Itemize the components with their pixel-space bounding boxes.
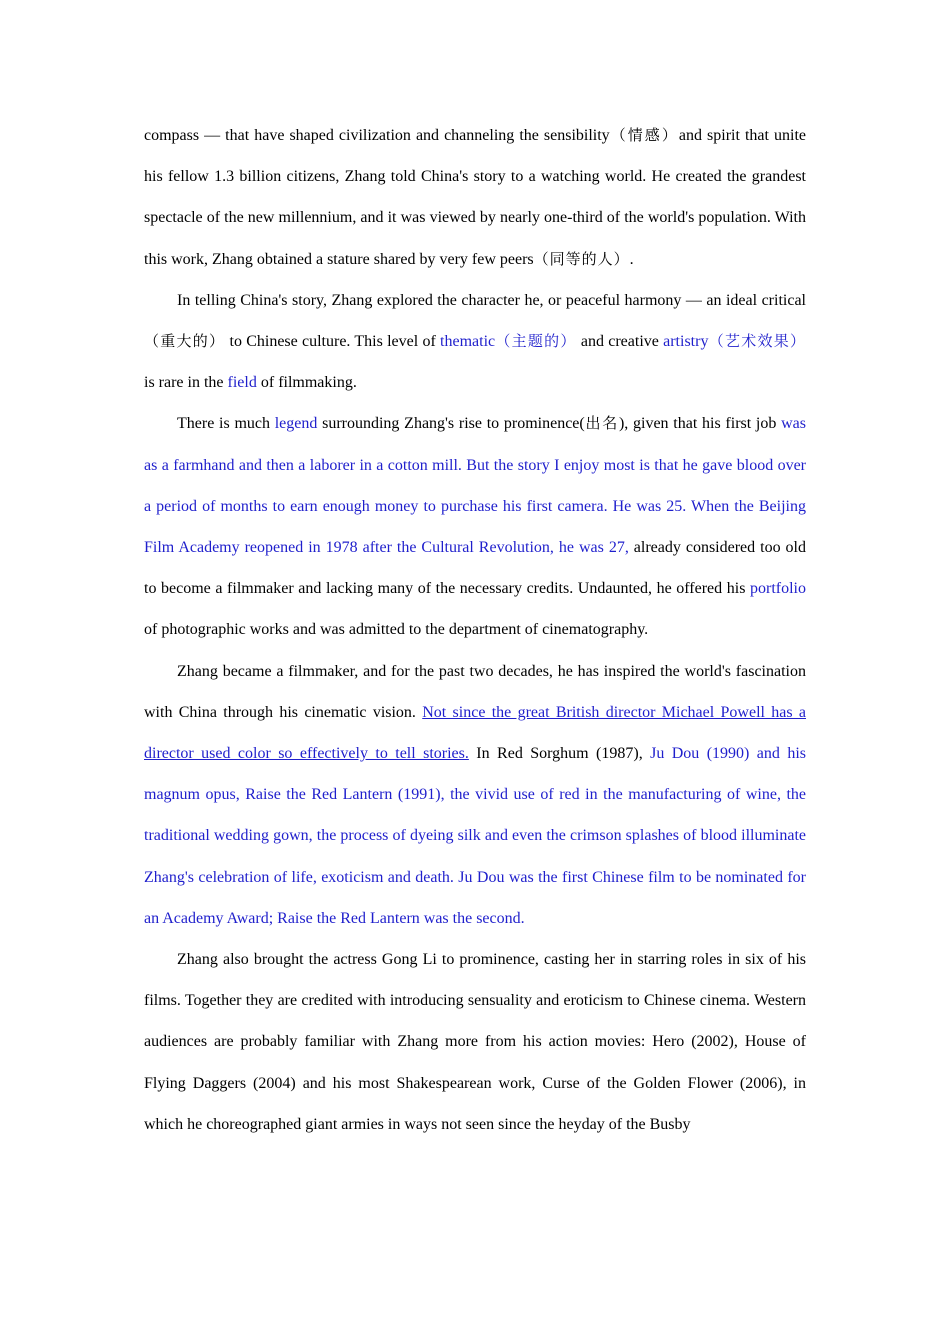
p1-gloss-peers: （同等的人） [533,249,630,268]
p3-gloss-prominence: 出名 [584,414,619,433]
p1-text-b: and spirit that unite his fellow 1.3 billion citizens, Zhang told China's story to a watching world. He created the grandest spectacle of the new millennium, and it was viewed by nearly one-third of the world's population. With this work, Zhang obtained a stature shared by very few peers [144,127,806,268]
p2-gloss-critical: （重大的） [144,332,226,351]
p3-text-e: of photographic works and was admitted to the department of cinematography. [144,621,649,639]
p2-text-c: and creative [576,333,664,351]
p4-underlined-sentence: Not since the great British director Michael Powell has a director used color so effectively to tell stories. [144,703,806,763]
paragraph-5 [144,939,806,1145]
p1-text-c: . [629,250,634,268]
p2-word-field: field [227,374,257,392]
p3-text-c: ), given that his first job [618,415,782,433]
p2-word-thematic: thematic [440,333,496,351]
p2-gloss-artistry: （艺术效果） [708,332,806,351]
paragraph-4 [144,651,806,939]
p2-text-a: In telling China's story, Zhang explored the character he, or peaceful harmony — an ideal critical [177,291,806,309]
p3-text-a: There is much [177,415,275,433]
p2-text-b: to Chinese culture. This level of [225,333,441,351]
p5-text-a: Zhang also brought the actress Gong Li to prominence, casting her in starring roles in six of his films. Together they are credited with introducing sensuality and eroticism to Chinese cinema. Western audiences are probably familiar with Zhang more from his action movies: Hero (2002), House of Flying Daggers (2004) and his most Shakespearean work, Curse of the Golden Flower (2006), in which he choreographed giant armies in ways not seen since the heyday of the Busby [144,951,806,1133]
p3-text-d: already considered too old to become a filmmaker and lacking many of the necessary credits. Undaunted, he offered his [144,539,806,598]
paragraph-3 [144,403,806,650]
p3-word-legend: legend [274,415,318,433]
p3-highlight-story: was as a farmhand and then a laborer in a cotton mill. But the story I enjoy most is that he gave blood over a period of months to earn enough money to purchase his first camera. He was 25. When the Beijing Film Academy reopened in 1978 after the Cultural Revolution, he was 27, [144,415,806,557]
p4-highlight-films: Ju Dou (1990) and his magnum opus, Raise the Red Lantern (1991), the vivid use of red in the manufacturing of wine, the traditional wedding gown, the process of dyeing silk and even the crimson splashes of blood illuminate Zhang's celebration of life, exoticism and death. Ju Dou was the first Chinese film to be nominated for an Academy Award; Raise the Red Lantern was the second. [144,745,806,927]
p2-text-d: is rare in the [144,374,228,392]
paragraph-2 [144,280,806,404]
p4-text-a: Zhang became a filmmaker, and for the past two decades, he has inspired the world's fascination with China through his cinematic vision. [144,662,806,721]
p2-word-artistry: artistry [663,333,709,351]
p2-gloss-thematic: （主题的） [495,332,577,351]
p4-text-b: In Red Sorghum (1987), [468,745,651,763]
p2-text-e: of filmmaking. [256,374,357,392]
p3-word-portfolio: portfolio [750,580,806,598]
p1-gloss-sensibility: （情感） [609,126,679,144]
p1-text-a: compass — that have shaped civilization and channeling the sensibility [144,127,610,144]
p3-text-b: surrounding Zhang's rise to prominence( [317,415,585,433]
document-page [144,115,806,1145]
paragraph-1 [144,115,806,280]
